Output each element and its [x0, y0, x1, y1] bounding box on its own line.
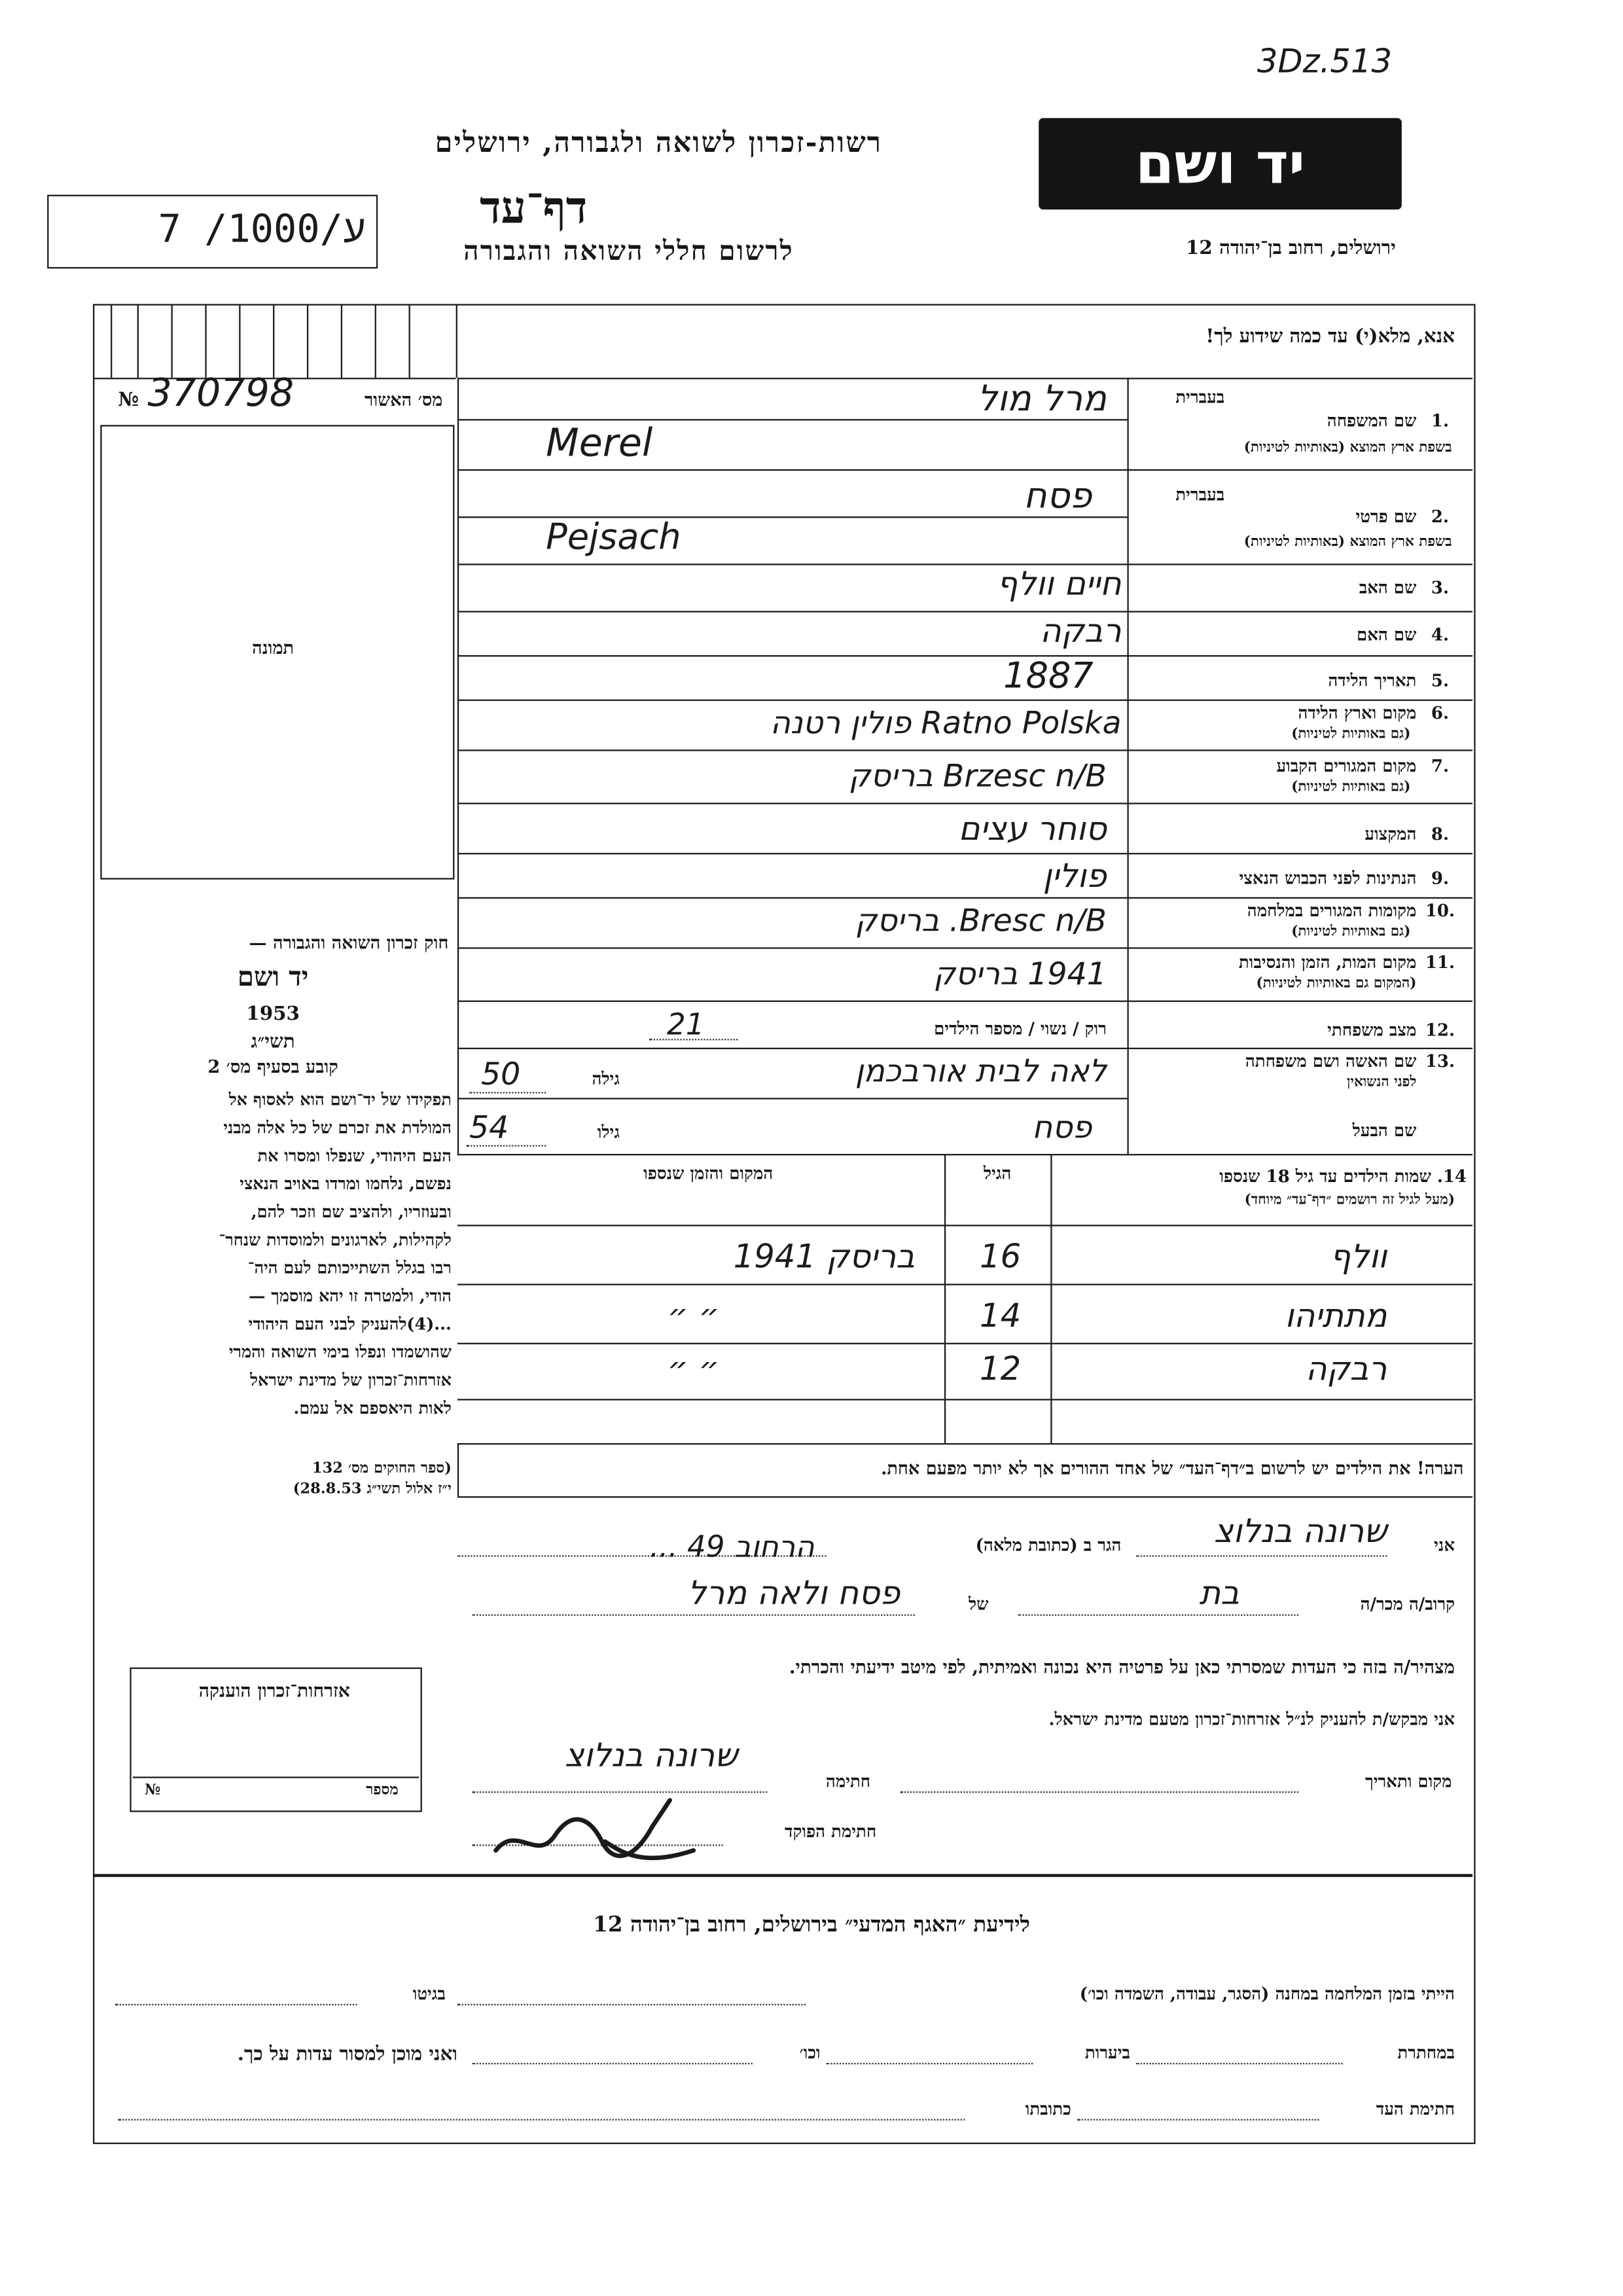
field-8-number: 8. — [1431, 823, 1450, 844]
field-6-label: מקום וארץ הלידה — [1298, 702, 1417, 723]
citizenship-title: אזרחות־זכרון הוענקה — [198, 1679, 350, 1702]
law-line: לאות היאספם אל עמם. — [293, 1397, 452, 1418]
field-9-number: 9. — [1431, 867, 1450, 889]
field-2-tag: בעברית — [1175, 484, 1225, 505]
law-title: חוק זכרון השואה והגבורה — — [249, 932, 449, 954]
field-4-number: 4. — [1431, 624, 1450, 645]
child-3-age: 12 — [980, 1352, 1022, 1389]
field-9-value: פולין — [1043, 859, 1107, 896]
footer-underground-label: במחתרת — [1397, 2042, 1455, 2063]
field-4-value: רבקה — [1040, 613, 1122, 651]
law-line: תפקידו של יד־ושם הוא לאסוף אל — [228, 1088, 452, 1110]
children-count: 21 — [667, 1006, 705, 1042]
field-6-value: Ratno Polska פולין רטנה — [770, 705, 1122, 741]
field-7-label: מקום המגורים הקבוע — [1276, 755, 1417, 776]
field-13-label: שם האשה ושם משפחתה — [1245, 1050, 1417, 1071]
registration-no-sign: № — [118, 389, 139, 412]
citizenship-number-label: מספר — [366, 1782, 399, 1799]
field-5-value: 1887 — [1003, 655, 1094, 697]
field-2-value-hebrew: פסח — [1024, 475, 1092, 517]
law-text — [98, 1086, 452, 1422]
field-1-value-latin: Merel — [546, 422, 653, 467]
child-1-place: בריסק 1941 — [733, 1239, 915, 1277]
field-10-value: Bresc n/B. בריסק — [855, 903, 1107, 939]
field-11-value: 1941 בריסק — [933, 956, 1107, 992]
law-year: 1953 — [246, 1003, 300, 1026]
field-11-sub: (המקום גם באותיות לטיניות) — [1256, 975, 1417, 992]
child-1-name: וולף — [1330, 1239, 1387, 1277]
field-10-label: מקומות המגורים במלחמה — [1247, 900, 1417, 921]
law-hebrew-year: תשי״ג — [251, 1031, 295, 1054]
field-7-number: 7. — [1431, 755, 1450, 776]
footer-address-label: כתובתו — [1025, 2098, 1071, 2119]
field-9-label: הנתינות לפני הכבוש הנאצי — [1239, 867, 1417, 889]
field-12-number: 12. — [1425, 1019, 1455, 1041]
field-1-value-hebrew: מרל מול — [977, 378, 1107, 420]
declarant-i-label: אני — [1434, 1534, 1455, 1556]
field-7-sub: (גם באותיות לטיניות) — [1291, 779, 1411, 796]
field-3-number: 3. — [1431, 577, 1450, 598]
law-line: שהושמדו ונפלו בימי השואה והמרי — [228, 1341, 452, 1362]
law-section: קובע בסעיף מס׳ 2 — [207, 1056, 338, 1077]
law-line: לקהילות, לארגונים ולמוסדות שנחר־ — [219, 1229, 452, 1250]
field-13-value: לאה לבית אורבכמן — [855, 1053, 1107, 1089]
registration-number: 370798 — [147, 372, 294, 416]
form-title: דף־עד — [480, 183, 588, 235]
field-6-number: 6. — [1431, 702, 1450, 723]
field-12-label: מצב משפחתי — [1327, 1019, 1417, 1041]
declarant-address: הרחוב 49 ... — [649, 1528, 815, 1564]
footer-witness-signature-label: חתימת העד — [1376, 2098, 1455, 2119]
child-2-place: ״ ״ — [667, 1299, 720, 1336]
of-label: של — [969, 1593, 989, 1615]
law-line: ...(4)להעניק לבני העם היהודי — [248, 1313, 452, 1335]
child-3-name: רבקה — [1305, 1352, 1387, 1389]
footer-title: לידיעת ״האגף המדעי״ בירושלים, רחוב בן־יהודה 12 — [593, 1912, 1030, 1938]
wife-age: 50 — [480, 1056, 521, 1092]
stamp-number: ע/1000/ 7 — [158, 207, 366, 253]
field-2-value-latin: Pejsach — [546, 516, 681, 558]
registration-label: מס׳ האשור — [364, 389, 443, 410]
footer-camp-label: הייתי בזמן המלחמה במחנה (הסגר, עבודה, השמדה וכו׳) — [1079, 1983, 1455, 2004]
field-7-value: Brzesc n/B בריסק — [848, 758, 1107, 794]
official-signature-label: חתימת הפוקד — [785, 1821, 877, 1842]
field-10-sub: (גם באותיות לטיניות) — [1291, 924, 1411, 941]
husband-age-label: גילו — [597, 1121, 620, 1143]
photo-label: תמונה — [252, 637, 294, 658]
field-12-value: רוק / נשוי / מספר הילדים — [934, 1018, 1107, 1039]
field-13-number: 13. — [1425, 1050, 1455, 1071]
field-6-sub: (גם באותיות לטיניות) — [1291, 726, 1411, 743]
field-3-label: שם האב — [1359, 577, 1417, 598]
law-reference-2: י״ז אלול תשי״ג 28.8.53) — [293, 1481, 452, 1498]
child-2-age: 14 — [980, 1299, 1022, 1336]
official-signature-mark — [487, 1791, 708, 1874]
field-1-sub: בשפת ארץ המוצא (באותיות לטיניות) — [1243, 439, 1452, 456]
field-4-label: שם האם — [1357, 624, 1417, 645]
wife-age-label: גילה — [592, 1068, 620, 1089]
child-3-place: ״ ״ — [667, 1352, 720, 1389]
law-line: אזרחות־זכרון של מדינת ישראל — [250, 1369, 452, 1390]
archive-reference: 3Dz.513 — [1257, 44, 1393, 82]
field-2-number: 2. — [1431, 506, 1450, 527]
declaration-request: אני מבקש/ת להעניק לנ״ל אזרחות־זכרון מטעם מדינת ישראל. — [1048, 1708, 1455, 1730]
citizenship-no-sign: № — [144, 1782, 161, 1799]
law-line: הודי, ולמטרה זו יהא מוסמך — — [249, 1285, 452, 1306]
field-1-tag: בעברית — [1175, 386, 1225, 408]
address-line: ירושלים, רחוב בן־יהודה 12 — [1185, 237, 1396, 260]
law-line: ובעוזריו, ולהציב שם וזכר להם, — [251, 1201, 452, 1222]
field-11-number: 11. — [1425, 952, 1455, 973]
field-2-label: שם פרטי — [1355, 506, 1417, 527]
husband-value: פסח — [1032, 1109, 1092, 1145]
of-value: פסח ולאה מרל — [688, 1575, 901, 1613]
field-8-label: המקצוע — [1364, 823, 1417, 844]
law-line: המולדת את זכרם של כל אלה מבני — [223, 1117, 452, 1138]
field-10-number: 10. — [1425, 900, 1455, 921]
yad-vashem-logo: יד ושם — [1039, 118, 1402, 209]
declarant-name: שרונה בנלוצ — [1213, 1514, 1387, 1551]
authority-title: רשות-זכרון לשואה ולגבורה, ירושלים — [435, 126, 883, 160]
field-1-number: 1. — [1431, 410, 1450, 431]
signature-label: חתימה — [825, 1770, 871, 1792]
footer-forests-label: ביערות — [1084, 2042, 1130, 2063]
note-text: הערה! את הילדים יש לרשום ב״דף־העד״ של אחד ההורים אך לא יותר מפעם אחת. — [881, 1458, 1464, 1479]
instruction: אנא, מלא(י) עד כמה שידוע לך! — [1205, 326, 1455, 349]
husband-age: 54 — [469, 1109, 509, 1145]
field-11-label: מקום המות, הזמן והנסיבות — [1238, 952, 1417, 973]
relative-label: קרוב/ה מכר/ה — [1360, 1593, 1455, 1615]
children-col-place: המקום והזמן שנספו — [643, 1162, 774, 1184]
children-col-age: הגיל — [983, 1162, 1012, 1184]
relation-value: בת — [1199, 1575, 1240, 1613]
law-line: העם היהודי, שנפלו ומסרו את — [257, 1145, 452, 1166]
field-5-label: תאריך הלידה — [1328, 670, 1417, 691]
children-label: 14. שמות הילדים עד גיל 18 שנספו — [1219, 1166, 1467, 1187]
place-date-label: מקום ותאריך — [1365, 1770, 1452, 1792]
children-sub: (מעל לגיל זה רושמים ״דף־עד״ מיוחד) — [1244, 1192, 1455, 1209]
field-2-sub: בשפת ארץ המוצא (באותיות לטיניות) — [1243, 534, 1452, 550]
child-1-age: 16 — [980, 1239, 1022, 1277]
field-8-value: סוחר עצים — [958, 812, 1107, 849]
child-2-name: מתתיהו — [1285, 1299, 1387, 1336]
footer-etc-label: וכו׳ — [799, 2042, 821, 2063]
field-3-value: חיים וולף — [997, 566, 1122, 604]
law-reference-1: (ספר החוקים מס׳ 132 — [312, 1461, 452, 1477]
footer-willing-label: ואני מוכן למסור עדות על כך. — [237, 2043, 457, 2066]
field-1-label: שם המשפחה — [1327, 410, 1417, 431]
lives-at-label: הגר ב (כתובת מלאה) — [975, 1534, 1122, 1556]
field-5-number: 5. — [1431, 670, 1450, 691]
field-13-sub: לפני הנשואין — [1346, 1074, 1417, 1091]
signature-value: שרונה בנלוצ — [564, 1738, 738, 1776]
law-name: יד ושם — [237, 961, 309, 994]
law-line: רבו בגלל השתייכותם לעם היה־ — [247, 1257, 452, 1278]
footer-ghetto-label: בגיטו — [412, 1983, 446, 2004]
law-line: נפשם, נלחמו ומרדו באויב הנאצי — [240, 1173, 452, 1194]
husband-label: שם הבעל — [1352, 1120, 1417, 1141]
form-subtitle: לרשום חללי השואה והגבורה — [463, 236, 794, 268]
declaration-statement: מצהיר/ה בזה כי העדות שמסרתי כאן על פרטיה היא נכונה ואמיתית, לפי מיטב ידיעתי והכרתי. — [789, 1655, 1455, 1678]
